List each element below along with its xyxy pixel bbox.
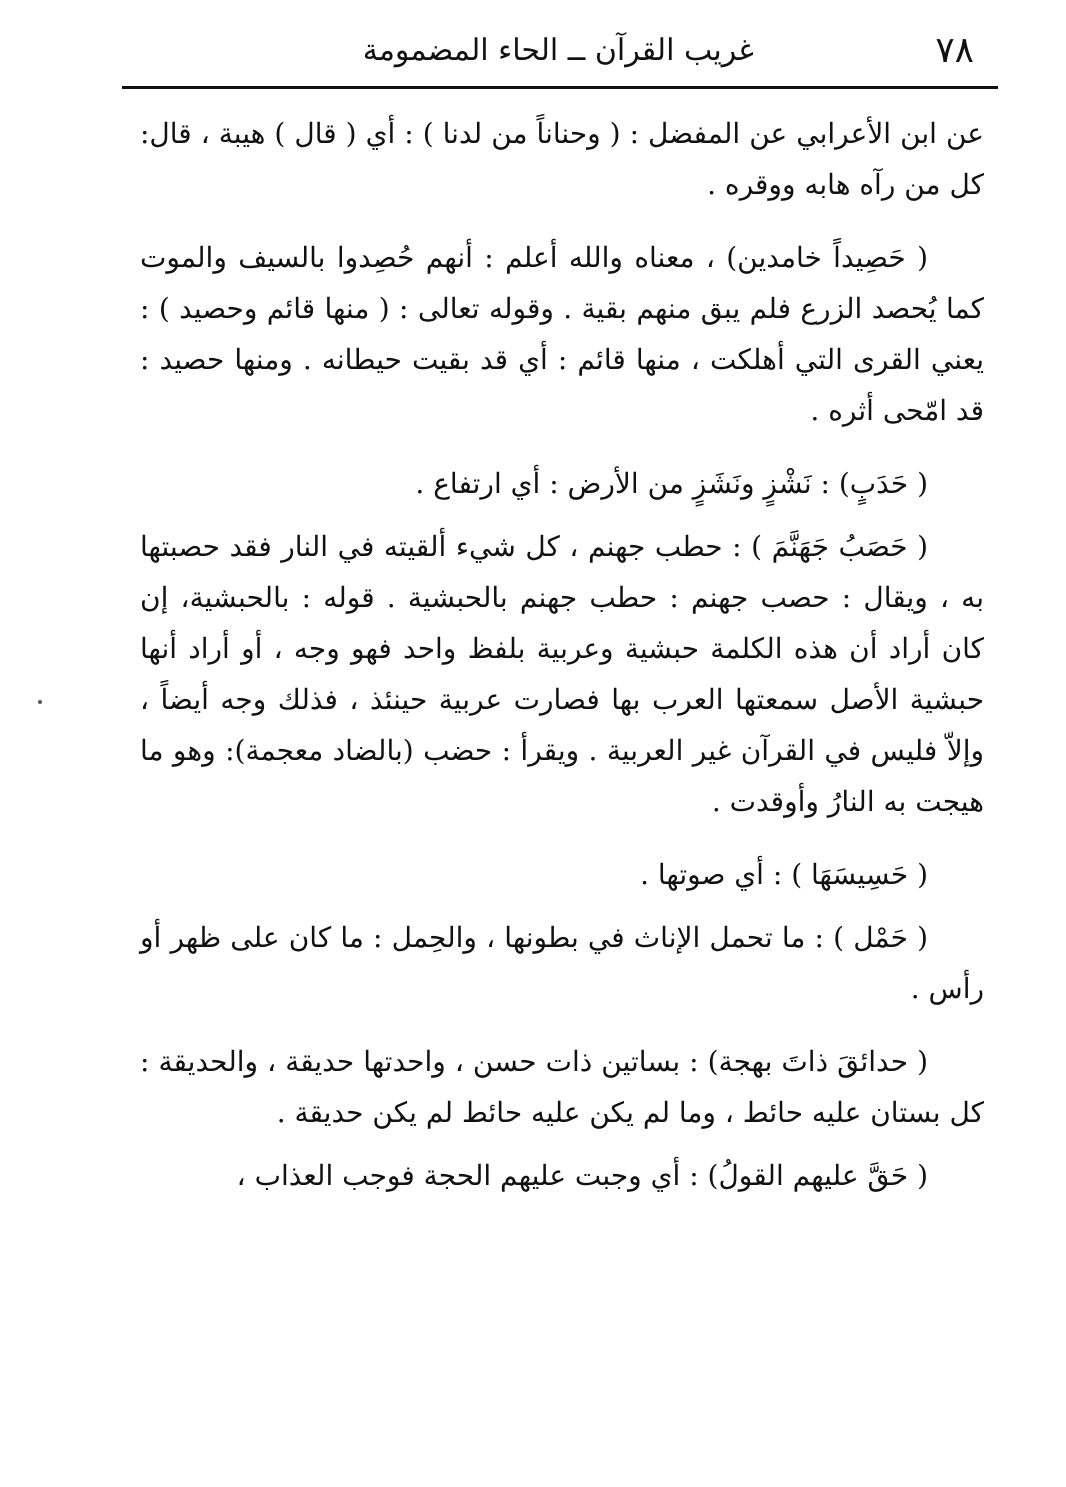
entry-haqqa [140,1150,984,1201]
entry-text: ( حَصِيداً خامدين) ، معناه والله أعلم : أنهم حُصِدوا بالسيف والموت كما يُحصد الزرع فلم يبق منهم بقية . وقوله تعالى : ( منها قائم وحصيد ) : يعني القرى التي أهلكت ، منها قائم : أي قد بقيت حيطانه . ومنها حصيد : قد امّحى أثره . [140,241,985,427]
entry-haml [140,912,984,1014]
entry-text: ( حَقَّ عليهم القولُ) : أي وجبت عليهم الحجة فوجب العذاب ، [236,1159,928,1192]
page-header [122,28,974,74]
margin-speck [38,700,42,704]
entry-wahanan [140,108,984,210]
entry-text: ( حَصَبُ جَهَنَّمَ ) : حطب جهنم ، كل شيء ألقيته في النار فقد حصبتها به ، ويقال : حصب جهنم : حطب جهنم بالحبشية . قوله : بالحبشية، إن كان أراد أن هذه الكلمة حبشية وعربية بلفظ واحد فهو وجه ، أو أراد أنها حبشية الأصل سمعتها العرب بها فصارت عربية حينئذ ، فذلك وجه أيضاً ، وإلاّ فليس في القرآن غير العربية . ويقرأ : حضب (بالضاد معجمة): وهو ما هيجت به النارُ وأوقدت . [140,530,984,818]
entry-text: عن ابن الأعرابي عن المفضل : ( وحناناً من لدنا ) : أي ( قال ) هيبة ، قال: كل من رآه هابه ووقره . [140,117,984,201]
entry-hadaiq [140,1036,984,1138]
entry-text: ( حَمْل ) : ما تحمل الإناث في بطونها ، والحِمل : ما كان على ظهر أو رأس . [140,921,984,1005]
header-rule [122,86,998,89]
body-text [140,108,984,1223]
entry-text: ( حَدَبٍ) : نَشْزٍ ونَشَزٍ من الأرض : أي ارتفاع . [415,467,928,500]
entry-hasisaha [140,849,984,900]
entry-text: ( حَسِيسَهَا ) : أي صوتها . [640,858,928,891]
page-number: ٧٨ [935,30,974,71]
entry-text: ( حدائقَ ذاتَ بهجة) : بساتين ذات حسن ، واحدتها حديقة ، والحديقة : كل بستان عليه حائط ، وما لم يكن عليه حائط لم يكن حديقة . [140,1045,984,1129]
entry-hasab [140,521,984,827]
running-title: غريب القرآن ــ الحاء المضمومة [362,33,754,68]
entry-hadab [140,458,984,509]
entry-hasidan [140,232,984,436]
